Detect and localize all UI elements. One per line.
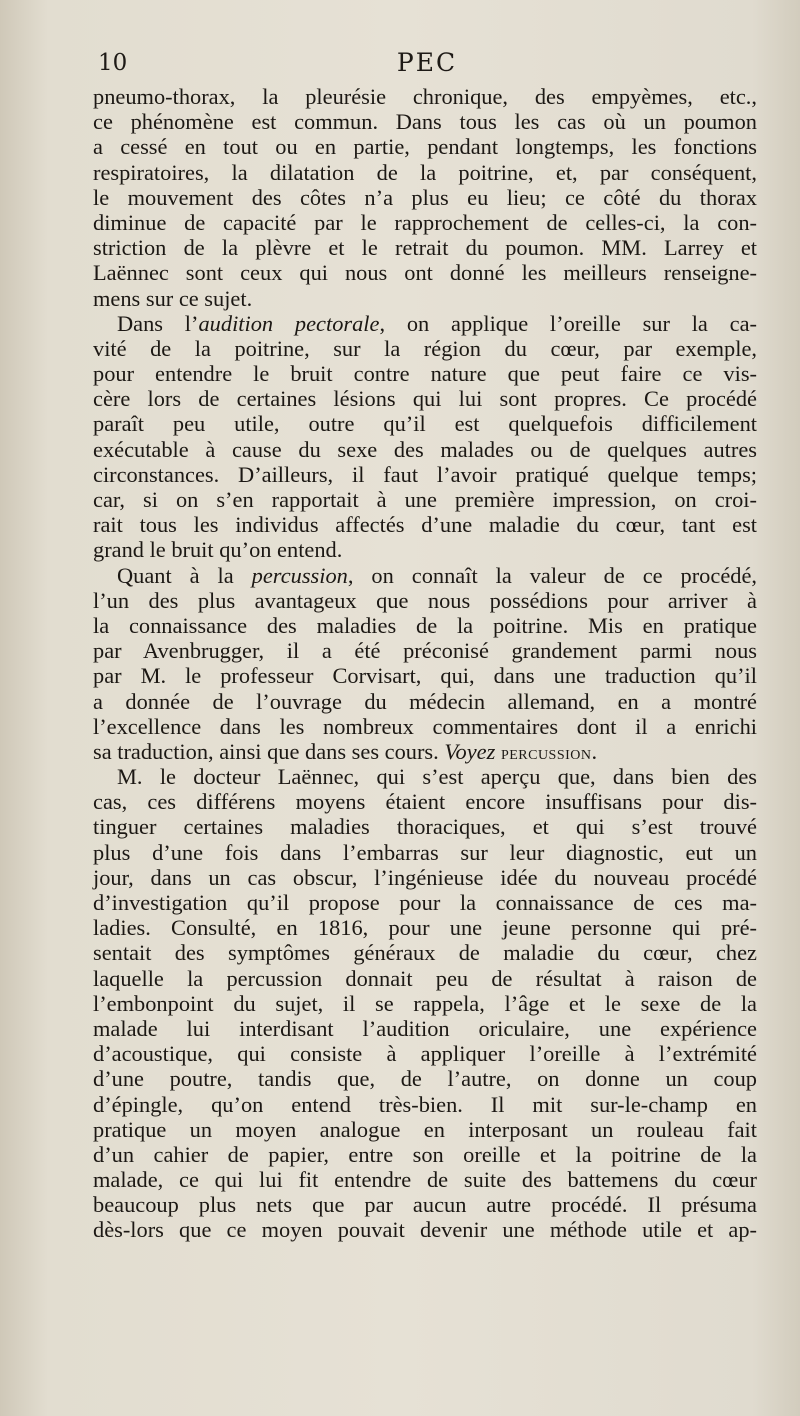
- text-run: sentait des symptômes généraux de maladie du cœur, chez: [93, 940, 757, 966]
- text-line: [93, 840, 757, 865]
- text-run: le mouvement des côtes n’a plus eu lieu; ce côté du thorax: [93, 184, 757, 210]
- text-line: [93, 865, 757, 890]
- text-run: , on applique l’oreille sur la ca-: [379, 310, 757, 336]
- text-line: [93, 1117, 757, 1142]
- text-line: [93, 411, 757, 436]
- text-run: M. le docteur Laënnec, qui s’est aperçu que, dans bien des: [117, 764, 757, 790]
- text-line: [93, 940, 757, 965]
- text-line: [93, 789, 757, 814]
- text-run: ce phénomène est commun. Dans tous les cas où un poumon: [93, 109, 757, 135]
- italic-text: percussion: [251, 562, 348, 588]
- text-run: malade, ce qui lui fit entendre de suite des battemens du cœur: [93, 1167, 757, 1193]
- text-line: [93, 1192, 757, 1217]
- text-run: sa traduction, ainsi que dans ses cours.: [93, 738, 445, 764]
- text-line: [93, 512, 757, 537]
- small-caps-text: PERCUSSION: [500, 747, 592, 763]
- text-line: [93, 210, 757, 235]
- body-text: [93, 84, 757, 1243]
- text-run: a cessé en tout ou en partie, pendant longtemps, les fonctions: [93, 134, 757, 160]
- text-line: [93, 613, 757, 638]
- text-run: grand le bruit qu’on entend.: [93, 537, 343, 563]
- text-line: [93, 109, 757, 134]
- text-line: [93, 966, 757, 991]
- text-run: striction de la plèvre et le retrait du poumon. MM. Larrey et: [93, 235, 757, 261]
- text-line: [93, 235, 757, 260]
- text-run: cère lors de certaines lésions qui lui sont propres. Ce procédé: [93, 386, 757, 412]
- text-line: [93, 588, 757, 613]
- text-run: Quant à la: [117, 562, 252, 588]
- text-line: [93, 260, 757, 285]
- text-run: ladies. Consulté, en 1816, pour une jeune personne qui pré-: [93, 915, 757, 941]
- text-run: d’un cahier de papier, entre son oreille et la poitrine de la: [93, 1141, 757, 1167]
- text-line: [93, 991, 757, 1016]
- text-run: pneumo-thorax, la pleurésie chronique, des empyèmes, etc.,: [93, 84, 757, 109]
- text-line: [93, 1092, 757, 1117]
- text-line: [93, 361, 757, 386]
- text-line: [93, 814, 757, 839]
- text-line: [93, 386, 757, 411]
- text-line: [93, 1167, 757, 1192]
- text-run: plus d’une fois dans l’embarras sur leur diagnostic, eut un: [93, 839, 757, 865]
- text-line: [93, 689, 757, 714]
- italic-text: audition pectorale: [198, 310, 380, 336]
- text-run: a donnée de l’ouvrage du médecin allemand, en a montré: [93, 688, 757, 714]
- text-run: d’acoustique, qui consiste à appliquer l’oreille à l’extrémité: [93, 1041, 757, 1067]
- text-line: [93, 1217, 757, 1242]
- text-run: .: [591, 738, 598, 764]
- text-run: exécutable à cause du sexe des malades ou de quelques autres: [93, 436, 757, 462]
- text-line: [93, 487, 757, 512]
- text-run: Laënnec sont ceux qui nous ont donné les meilleurs renseigne-: [93, 260, 757, 286]
- text-run: pratique un moyen analogue en interposant un rouleau fait: [93, 1116, 757, 1142]
- text-run: respiratoires, la dilatation de la poitrine, et, par conséquent,: [93, 159, 757, 185]
- text-run: d’investigation qu’il propose pour la connaissance de ces ma-: [93, 890, 757, 915]
- text-run: car, si on s’en rapportait à une première impression, on croi-: [93, 487, 757, 512]
- text-line: [93, 134, 757, 159]
- text-line: [93, 764, 757, 789]
- text-run: la connaissance des maladies de la poitrine. Mis en pratique: [93, 612, 757, 638]
- running-head: PEC: [396, 48, 458, 77]
- text-run: cas, ces différens moyens étaient encore insuffisans pour dis-: [93, 789, 757, 815]
- text-line: [93, 1142, 757, 1167]
- text-run: dès-lors que ce moyen pouvait devenir une méthode utile et ap-: [93, 1217, 757, 1243]
- page-header: [98, 44, 756, 84]
- text-line: [93, 1041, 757, 1066]
- text-run: malade lui interdisant l’audition oriculaire, une expérience: [93, 1015, 757, 1041]
- text-run: Dans l’: [117, 310, 199, 336]
- text-line: [93, 1016, 757, 1041]
- text-line: [93, 663, 757, 688]
- text-run: rait tous les individus affectés d’une maladie du cœur, tant est: [93, 512, 757, 538]
- text-run: par M. le professeur Corvisart, qui, dans une traduction qu’il: [93, 663, 757, 689]
- text-run: jour, dans un cas obscur, l’ingénieuse idée du nouveau procédé: [93, 864, 757, 890]
- text-run: l’embonpoint du sujet, il se rappela, l’âge et le sexe de la: [93, 990, 757, 1016]
- text-line: [93, 638, 757, 663]
- text-line: [93, 563, 757, 588]
- text-line: [93, 915, 757, 940]
- text-line: [93, 160, 757, 185]
- text-run: paraît peu utile, outre qu’il est quelquefois difficilement: [93, 411, 757, 437]
- text-line: [93, 311, 757, 336]
- text-run: par Avenbrugger, il a été préconisé grandement parmi nous: [93, 638, 757, 664]
- text-line: [93, 1066, 757, 1091]
- text-run: d’épingle, qu’on entend très-bien. Il mit sur-le-champ en: [93, 1091, 757, 1117]
- text-line: [93, 890, 757, 915]
- text-line: [93, 739, 757, 764]
- text-run: l’excellence dans les nombreux commentaires dont il a enrichi: [93, 713, 757, 739]
- text-run: tinguer certaines maladies thoraciques, et qui s’est trouvé: [93, 814, 757, 840]
- text-line: [93, 437, 757, 462]
- text-run: d’une poutre, tandis que, de l’autre, on donne un coup: [93, 1066, 757, 1092]
- text-line: [93, 462, 757, 487]
- text-run: circonstances. D’ailleurs, il faut l’avoir pratiqué quelque temps;: [93, 461, 757, 487]
- text-run: laquelle la percussion donnait peu de résultat à raison de: [93, 965, 757, 991]
- text-line: [93, 286, 757, 311]
- text-run: beaucoup plus nets que par aucun autre procédé. Il présuma: [93, 1192, 757, 1218]
- text-line: [93, 537, 757, 562]
- text-run: , on connaît la valeur de ce procédé,: [347, 562, 757, 588]
- italic-text: Voyez: [444, 738, 496, 764]
- page-number: 10: [98, 50, 128, 76]
- text-run: diminue de capacité par le rapprochement de celles-ci, la con-: [93, 209, 757, 235]
- text-run: mens sur ce sujet.: [93, 285, 253, 311]
- text-run: pour entendre le bruit contre nature que peut faire ce vis-: [93, 361, 757, 387]
- text-line: [93, 185, 757, 210]
- text-run: l’un des plus avantageux que nous possédions pour arriver à: [93, 587, 757, 613]
- text-line: [93, 84, 757, 109]
- text-line: [93, 336, 757, 361]
- text-line: [93, 714, 757, 739]
- text-run: vité de la poitrine, sur la région du cœur, par exemple,: [93, 335, 757, 361]
